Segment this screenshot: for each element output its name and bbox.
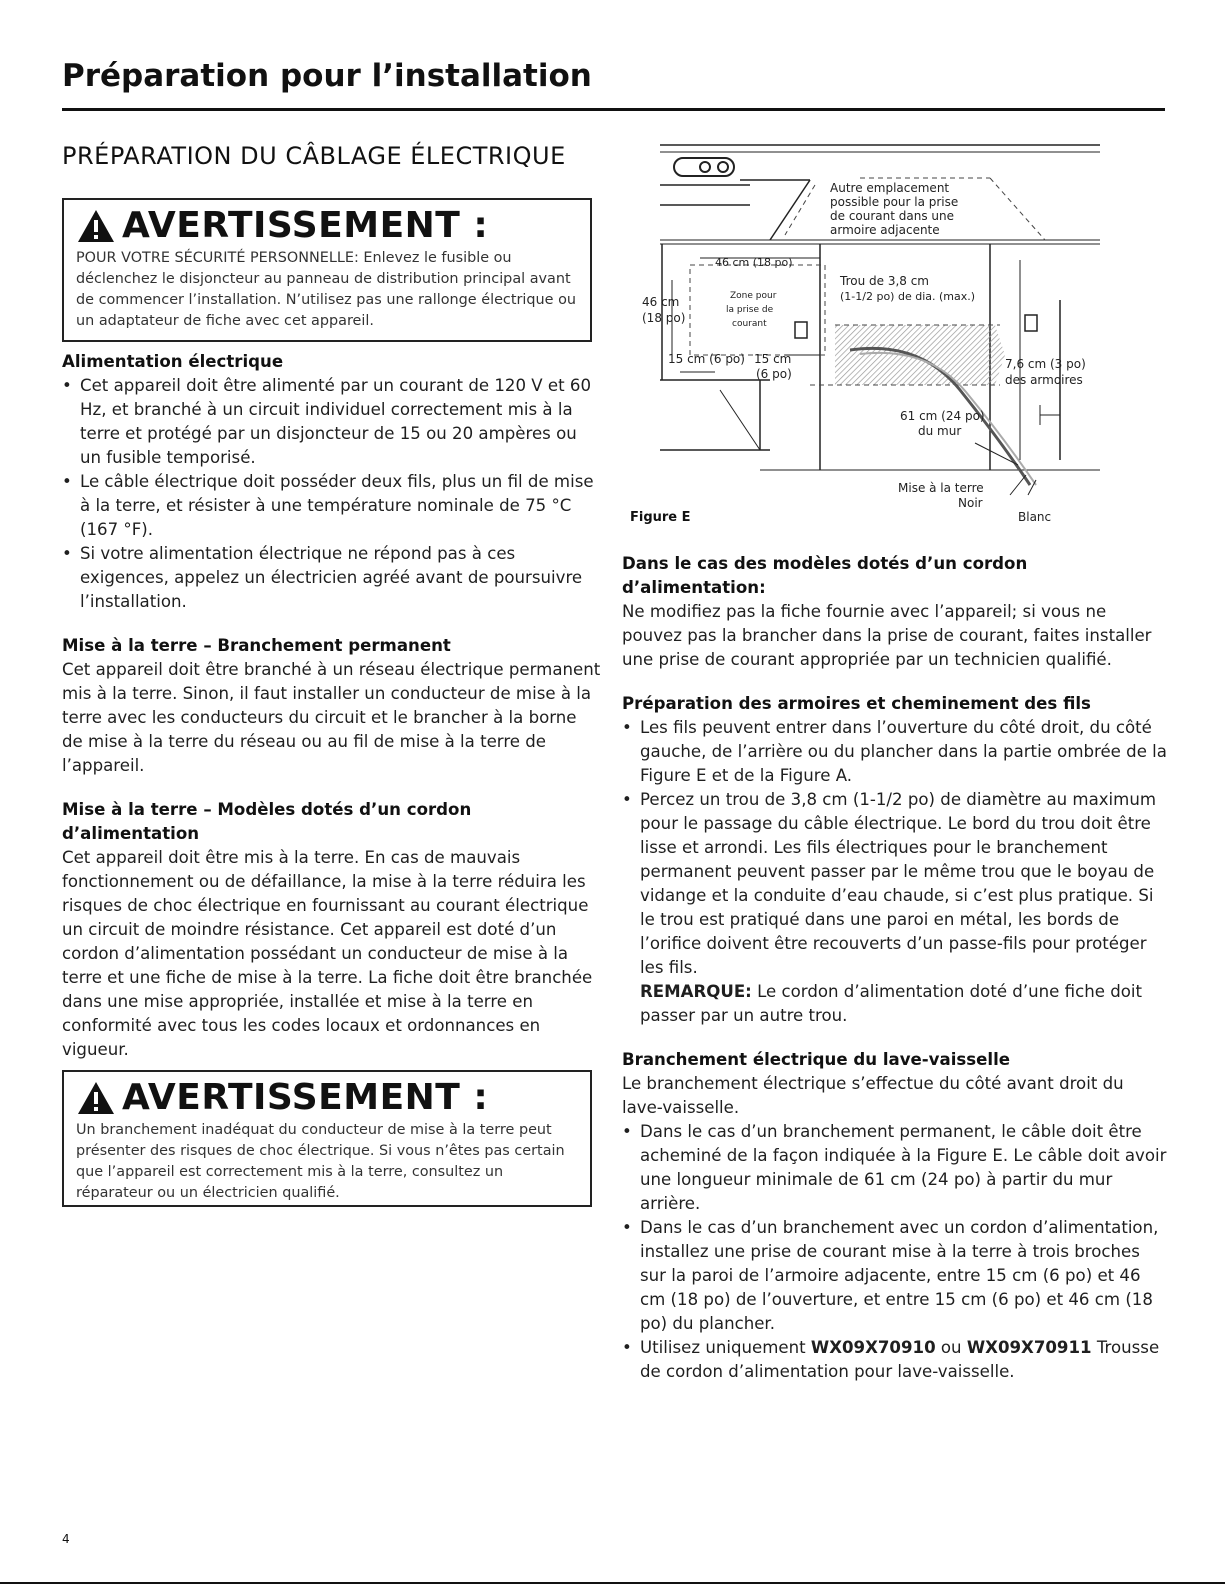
list-item: • Le câble électrique doit posséder deux fils, plus un fil de mise à la terre, et résister à une température nominale de 75 °C (167 °F).	[62, 470, 602, 542]
label-autre-4: armoire adjacente	[830, 223, 940, 237]
warning-title: AVERTISSEMENT :	[122, 205, 489, 246]
warning-box-1	[62, 198, 592, 342]
paragraph-permanent: Cet appareil doit être branché à un réseau électrique permanent mis à la terre. Sinon, il faut installer un conducteur de mise à la terre avec les conducteurs du circuit et le brancher à la borne de mise à la terre du réseau ou au fil de mise à la terre de l’appareil.	[62, 660, 601, 775]
warning-triangle-icon	[76, 208, 116, 244]
outlet-icon	[1025, 315, 1037, 331]
list-item	[622, 788, 1167, 1028]
heading-alimentation: Alimentation électrique	[62, 352, 284, 371]
label-blanc: Blanc	[1018, 510, 1052, 524]
heading-branchement: Branchement électrique du lave-vaisselle	[622, 1050, 1011, 1069]
label-15cm-c: (6 po)	[756, 367, 792, 381]
list-item: • Dans le cas d’un branchement avec un cordon d’alimentation, installez une prise de courant mise à la terre à trois broches sur la paroi de l’armoire adjacente, entre 15 cm (6 po) et 46 cm (18 po) de l’ouverture, et entre 15 cm (6 po) et 46 cm (18 po) du plancher.	[622, 1216, 1167, 1336]
alimentation-list	[62, 374, 602, 614]
list-item	[622, 1336, 1167, 1384]
label-15cm-a: 15 cm (6 po)	[668, 352, 745, 366]
warning-text: Un branchement inadéquat du conducteur de mise à la terre peut présenter des risques de choc électrique. Si vous n’êtes pas certain que l’appareil est correctement mis à la terre, consultez un réparateur ou un électricien qualifié.	[76, 1122, 565, 1201]
list-item: • Dans le cas d’un branchement permanent, le câble doit être acheminé de la façon indiquée à la Figure E. Le câble doit avoir une longueur minimale de 61 cm (24 po) à partir du mur arrière.	[622, 1120, 1167, 1216]
label-autre-2: possible pour la prise	[830, 195, 959, 209]
label-autre-3: de courant dans une	[830, 209, 955, 223]
label-armoires-1: 7,6 cm (3 po)	[1005, 357, 1086, 371]
list-item: • Les fils peuvent entrer dans l’ouverture du côté droit, du côté gauche, de l’arrière ou du plancher dans la partie ombrée de la Figure E et de la Figure A.	[622, 716, 1167, 788]
label-trou-2: (1-1/2 po) de dia. (max.)	[840, 290, 976, 303]
preparation-list	[622, 716, 1167, 1028]
label-autre-1: Autre emplacement	[830, 181, 950, 195]
label-mur-2: du mur	[918, 424, 962, 438]
heading-cordon-modeles: Dans le cas des modèles dotés d’un cordon d’alimentation:	[622, 554, 1028, 597]
section-title: PRÉPARATION DU CÂBLAGE ÉLECTRIQUE	[62, 142, 566, 170]
branchement-list	[622, 1120, 1167, 1384]
left-column	[62, 350, 602, 1062]
list-item: • Si votre alimentation électrique ne répond pas à ces exigences, appelez un électricien agréé avant de poursuivre l’installation.	[62, 542, 602, 614]
remarque-text: Le cordon d’alimentation doté d’une fiche doit passer par un autre trou.	[640, 982, 1143, 1025]
heading-cordon: Mise à la terre – Modèles dotés d’un cordon d’alimentation	[62, 800, 472, 843]
list-item-text: Percez un trou de 3,8 cm (1-1/2 po) de diamètre au maximum pour le passage du câble électrique. Le bord du trou doit être lisse et arrondi. Les fils électriques pour le branchement permanent peuvent passer par le même trou que le boyau de vidange et la conduite d’eau chaude, si c’est plus pratique. Si le trou est pratiqué dans une paroi en métal, les bords de l’orifice doivent être recouverts d’un passe-fils pour protéger les fils.	[640, 790, 1157, 977]
list-item-text: Trousse de cordon d’alimentation pour lave-vaisselle.	[640, 1338, 1160, 1381]
page-title: Préparation pour l’installation	[62, 58, 592, 94]
part-number: WX09X70911	[966, 1338, 1092, 1357]
label-armoires-2: des armoires	[1005, 373, 1083, 387]
figure-e-diagram	[642, 140, 1100, 500]
warning-box-2	[62, 1070, 592, 1207]
list-item-text: Utilisez uniquement	[640, 1338, 811, 1357]
paragraph-branchement: Le branchement électrique s’effectue du côté avant droit du lave-vaisselle.	[622, 1074, 1124, 1117]
label-zone-1: Zone pour	[730, 291, 777, 301]
figure-label: Figure E	[630, 510, 691, 525]
label-width-46: 46 cm (18 po)	[715, 256, 793, 269]
faucet-icon	[674, 158, 734, 176]
title-rule	[62, 108, 1165, 111]
label-terre: Mise à la terre	[898, 481, 984, 495]
label-zone-2: la prise de	[726, 305, 774, 315]
warning-text: POUR VOTRE SÉCURITÉ PERSONNELLE: Enlevez le fusible ou déclenchez le disjoncteur au panneau de distribution principal avant de commencer l’installation. N’utilisez pas une rallonge électrique ou un adaptateur de fiche avec cet appareil.	[76, 250, 576, 329]
paragraph-cordon: Cet appareil doit être mis à la terre. En cas de mauvais fonctionnement ou de défaillance, la mise à la terre réduira les risques de choc électrique en fournissant au courant électrique un circuit de moindre résistance. Cet appareil est doté d’un cordon d’alimentation possédant un conducteur de mise à la terre et une fiche de mise à la terre. La fiche doit être branchée dans une mise appropriée, installée et mise à la terre en conformité avec tous les codes locaux et ordonnances en vigueur.	[62, 848, 593, 1059]
heading-permanent: Mise à la terre – Branchement permanent	[62, 636, 451, 655]
label-height-46-b: (18 po)	[642, 311, 686, 325]
remarque-label: REMARQUE:	[640, 982, 752, 1001]
list-item-text: ou	[935, 1338, 967, 1357]
bottom-rule	[0, 1582, 1225, 1584]
page-number: 4	[62, 1532, 70, 1546]
label-noir: Noir	[958, 496, 983, 510]
warning-triangle-icon	[76, 1080, 116, 1116]
label-height-46-a: 46 cm	[642, 295, 680, 309]
outlet-icon	[795, 322, 807, 338]
paragraph-cordon-modeles: Ne modifiez pas la fiche fournie avec l’appareil; si vous ne pouvez pas la brancher dans la prise de courant, faites installer une prise de courant appropriée par un technicien qualifié.	[622, 602, 1152, 669]
label-trou-1: Trou de 3,8 cm	[840, 274, 929, 288]
part-number: WX09X70910	[810, 1338, 936, 1357]
label-mur-1: 61 cm (24 po)	[900, 409, 985, 423]
label-15cm-b: 15 cm	[754, 352, 792, 366]
heading-preparation: Préparation des armoires et cheminement des fils	[622, 694, 1091, 713]
list-item: • Cet appareil doit être alimenté par un courant de 120 V et 60 Hz, et branché à un circuit individuel correctement mis à la terre et protégé par un disjoncteur de 15 ou 20 ampères ou un fusible temporisé.	[62, 374, 602, 470]
warning-title: AVERTISSEMENT :	[122, 1077, 489, 1118]
right-column	[622, 552, 1167, 1384]
label-zone-3: courant	[732, 319, 767, 329]
